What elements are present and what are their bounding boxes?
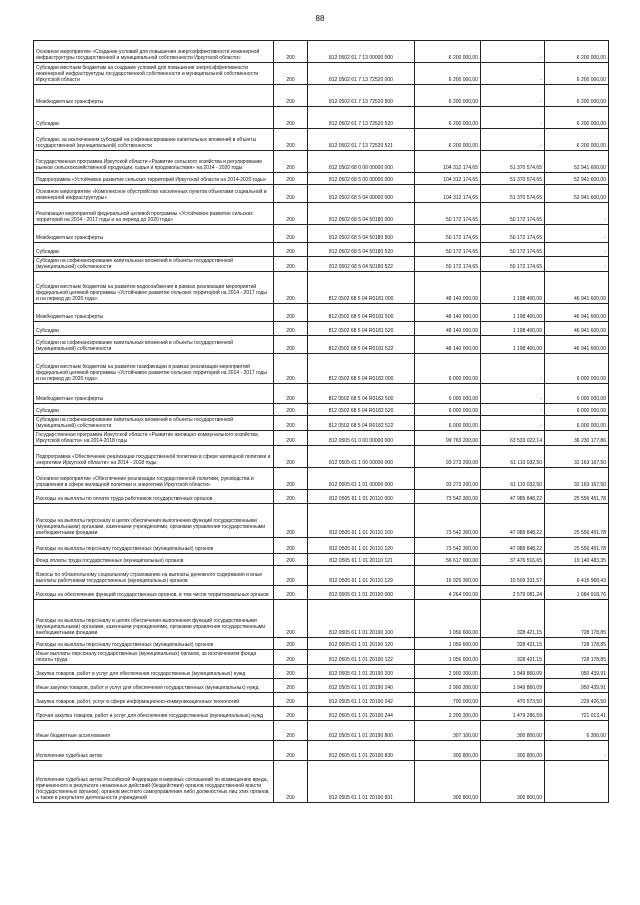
row-classification-code: 812 0505 61 1 01 20190 120	[308, 638, 415, 650]
row-classification-code: 812 0505 61 1 01 20110 000	[308, 490, 415, 504]
row-remaining-amount: 25 556 451,78	[545, 538, 609, 554]
row-remaining-amount: 52 941 600,00	[545, 173, 609, 185]
table-row	[34, 721, 609, 741]
row-code-2: 200	[274, 173, 308, 185]
row-remaining-amount: 728 178,85	[545, 638, 609, 650]
table-row	[34, 384, 609, 404]
row-name: Субсидии на софинансирование капитальных вложений в объекты государственной (муниципальной) собственности	[34, 416, 274, 431]
row-name: Субсидии на софинансирование капитальных вложений в объекты государственной (муниципальной) собственности	[34, 257, 274, 272]
row-remaining-amount: 25 556 451,78	[545, 504, 609, 538]
row-classification-code: 812 0505 61 0 00 00000 000	[308, 431, 415, 446]
row-approved-amount: 6 000 000,00	[415, 354, 481, 384]
row-classification-code: 812 0502 61 7 13 72520 000	[308, 63, 415, 85]
row-executed-amount: 10 509 331,57	[481, 566, 545, 586]
row-remaining-amount: 46 941 600,00	[545, 272, 609, 304]
row-approved-amount: 73 542 300,00	[415, 504, 481, 538]
row-executed-amount: -	[481, 85, 545, 107]
row-approved-amount: 700 000,00	[415, 693, 481, 707]
table-row	[34, 490, 609, 504]
row-approved-amount: 48 140 000,00	[415, 322, 481, 336]
row-name: Субсидии, за исключением субсидий на софинансирование капитальных вложений в объекты государственной (муниципальной) собственности	[34, 129, 274, 151]
row-remaining-amount: 36 230 177,86	[545, 431, 609, 446]
table-row	[34, 404, 609, 416]
row-remaining-amount: 728 178,85	[545, 600, 609, 638]
row-approved-amount: 73 542 300,00	[415, 490, 481, 504]
row-classification-code: 812 0502 68 5 04 50180 500	[308, 225, 415, 243]
row-approved-amount: 16 925 300,00	[415, 566, 481, 586]
row-executed-amount: 328 421,15	[481, 638, 545, 650]
row-approved-amount: 50 172 174,65	[415, 225, 481, 243]
row-executed-amount: 2 579 081,24	[481, 586, 545, 600]
row-remaining-amount: -	[545, 203, 609, 225]
row-name: Межбюджетные трансферты	[34, 384, 274, 404]
row-code-2: 200	[274, 384, 308, 404]
row-code-2: 200	[274, 446, 308, 468]
row-executed-amount: 328 421,15	[481, 650, 545, 665]
row-classification-code: 812 0505 61 1 01 20110 129	[308, 566, 415, 586]
row-remaining-amount: -	[545, 257, 609, 272]
row-classification-code: 812 0505 61 1 01 20190 800	[308, 721, 415, 741]
row-code-2: 200	[274, 85, 308, 107]
row-executed-amount: 51 370 574,65	[481, 173, 545, 185]
table-row	[34, 538, 609, 554]
row-name: Субсидии	[34, 243, 274, 257]
row-classification-code: 812 0502 68 5 04 R0182 000	[308, 354, 415, 384]
row-remaining-amount: 1 684 918,76	[545, 586, 609, 600]
row-approved-amount: 56 617 000,00	[415, 554, 481, 566]
row-approved-amount: 50 172 174,65	[415, 257, 481, 272]
table-row	[34, 566, 609, 586]
row-executed-amount: 328 421,15	[481, 600, 545, 638]
row-name: Фонд оплаты труда государственных (муниципальных) органов	[34, 554, 274, 566]
row-remaining-amount: 52 941 600,00	[545, 185, 609, 203]
row-code-2: 200	[274, 679, 308, 693]
row-executed-amount: 1 198 400,00	[481, 304, 545, 322]
row-name: Межбюджетные трансферты	[34, 304, 274, 322]
row-executed-amount: 1 949 860,09	[481, 679, 545, 693]
row-remaining-amount: 6 200 000,00	[545, 85, 609, 107]
row-classification-code: 812 0505 61 1 00 00000 000	[308, 446, 415, 468]
row-remaining-amount	[545, 761, 609, 803]
row-executed-amount: -	[481, 384, 545, 404]
row-approved-amount: 104 312 174,65	[415, 185, 481, 203]
row-approved-amount: 73 542 300,00	[415, 538, 481, 554]
row-executed-amount: 47 985 848,22	[481, 538, 545, 554]
row-executed-amount: 300 800,00	[481, 721, 545, 741]
row-name: Основное мероприятие «Обеспечение реализации государственной политики, руководства и управления в сфере жилищной политики и энергетики Иркутской области»	[34, 468, 274, 490]
table-row	[34, 446, 609, 468]
row-remaining-amount: 721 013,41	[545, 707, 609, 721]
row-name: Государственная программа Иркутской области «Развитие сельского хозяйства и регулирование рынков сельскохозяйственной продукции, сырья и продовольствия» на 2014 - 2020 годы	[34, 151, 274, 173]
table-row	[34, 761, 609, 803]
row-remaining-amount: -	[545, 741, 609, 761]
row-classification-code: 812 0505 61 1 01 20110 100	[308, 504, 415, 538]
row-approved-amount: 2 900 300,00	[415, 679, 481, 693]
row-code-2: 200	[274, 741, 308, 761]
row-remaining-amount: 950 439,91	[545, 679, 609, 693]
row-name: Иные выплаты персоналу государственных (муниципальных) органов, за исключением фонда оплаты труда	[34, 650, 274, 665]
row-code-2: 200	[274, 665, 308, 679]
row-name: Субсидии	[34, 322, 274, 336]
row-executed-amount: -	[481, 416, 545, 431]
row-classification-code: 812 0505 61 1 01 20110 121	[308, 554, 415, 566]
row-code-2: 200	[274, 504, 308, 538]
row-executed-amount: -	[481, 354, 545, 384]
row-executed-amount: 1 479 286,59	[481, 707, 545, 721]
row-classification-code: 812 0505 61 1 01 20190 200	[308, 665, 415, 679]
row-remaining-amount: 6 300,00	[545, 721, 609, 741]
row-executed-amount: -	[481, 63, 545, 85]
row-classification-code: 812 0502 61 7 13 72520 500	[308, 85, 415, 107]
table-row	[34, 650, 609, 665]
row-code-2: 200	[274, 185, 308, 203]
row-name: Субсидии на софинансирование капитальных вложений в объекты государственной (муниципальной) собственности	[34, 336, 274, 354]
row-name: Расходы на обеспечение функций государственных органов, в том числе территориальных органов	[34, 586, 274, 600]
row-classification-code: 812 0505 61 1 01 20190 244	[308, 707, 415, 721]
table-row	[34, 707, 609, 721]
row-approved-amount: 300 800,00	[415, 741, 481, 761]
row-code-2: 200	[274, 600, 308, 638]
row-classification-code: 812 0502 68 5 04 R0181 522	[308, 336, 415, 354]
row-executed-amount: 47 985 848,22	[481, 504, 545, 538]
row-code-2: 200	[274, 225, 308, 243]
row-name: Субсидии	[34, 404, 274, 416]
row-name: Расходы на выплаты персоналу государственных (муниципальных) органов	[34, 638, 274, 650]
row-executed-amount: 1 198 400,00	[481, 322, 545, 336]
row-classification-code: 812 0502 68 5 04 00000 000	[308, 185, 415, 203]
row-code-2: 200	[274, 490, 308, 504]
row-code-2: 200	[274, 566, 308, 586]
row-approved-amount: 104 312 174,65	[415, 151, 481, 173]
table-row	[34, 336, 609, 354]
row-approved-amount: 48 140 000,00	[415, 272, 481, 304]
row-remaining-amount: 6 200 000,00	[545, 107, 609, 129]
row-remaining-amount: 32 163 167,50	[545, 446, 609, 468]
row-approved-amount: 48 140 000,00	[415, 336, 481, 354]
row-executed-amount: 1 949 860,09	[481, 665, 545, 679]
row-executed-amount: 50 172 174,65	[481, 257, 545, 272]
row-approved-amount: 93 273 200,00	[415, 446, 481, 468]
row-classification-code: 812 0502 61 7 13 72520 520	[308, 107, 415, 129]
row-approved-amount: 6 000 000,00	[415, 416, 481, 431]
row-executed-amount: -	[481, 107, 545, 129]
row-classification-code: 812 0505 61 1 01 00000 000	[308, 468, 415, 490]
row-remaining-amount: 950 439,91	[545, 665, 609, 679]
row-name: Государственная программа Иркутской области «Развитие жилищно-коммунального хозяйства Иркутской области» на 2014-2018 годы	[34, 431, 274, 446]
row-code-2: 200	[274, 203, 308, 225]
row-name: Субсидии местным бюджетам на развитие газификации в рамках реализации мероприятий федеральной целевой программы «Устойчивое развитие сельских территорий на 2014 - 2017 годы и на период до 2020 года»	[34, 354, 274, 384]
table-row	[34, 107, 609, 129]
row-name: Расходы на выплаты персоналу в целях обеспечения выполнения функций государственными (муниципальными) органами, казенными учреждениями, органами управления государственными внебюджетными фондами	[34, 600, 274, 638]
table-row	[34, 85, 609, 107]
row-approved-amount: 6 200 000,00	[415, 41, 481, 63]
row-classification-code: 812 0502 68 5 04 50180 000	[308, 203, 415, 225]
row-approved-amount: 2 900 300,00	[415, 665, 481, 679]
row-approved-amount: 1 056 600,00	[415, 600, 481, 638]
table-row	[34, 679, 609, 693]
table-row	[34, 554, 609, 566]
row-code-2: 200	[274, 107, 308, 129]
row-executed-amount: 51 370 574,65	[481, 185, 545, 203]
row-approved-amount: 6 200 000,00	[415, 63, 481, 85]
row-code-2: 200	[274, 257, 308, 272]
row-classification-code: 812 0505 61 1 01 20190 830	[308, 741, 415, 761]
table-row	[34, 638, 609, 650]
row-code-2: 200	[274, 554, 308, 566]
row-executed-amount: 1 198 400,00	[481, 272, 545, 304]
row-executed-amount: 300 800,00	[481, 741, 545, 761]
table-body	[34, 41, 609, 803]
table-row	[34, 257, 609, 272]
table-row	[34, 416, 609, 431]
row-name: Иные закупки товаров, работ и услуг для обеспечения государственных (муниципальных) нужд	[34, 679, 274, 693]
table-row	[34, 243, 609, 257]
row-name: Исполнение судебных актов	[34, 741, 274, 761]
table-row	[34, 354, 609, 384]
row-approved-amount: 300 800,00	[415, 761, 481, 803]
row-code-2: 200	[274, 416, 308, 431]
row-classification-code: 812 0505 61 1 01 20190 831	[308, 761, 415, 803]
row-remaining-amount: 19 140 483,35	[545, 554, 609, 566]
row-name: Основное мероприятие «Создание условий для повышения энергоэффективности инженерной инфраструктуры государственной и муниципальной собственности Иркутской области»	[34, 41, 274, 63]
row-code-2: 200	[274, 431, 308, 446]
row-classification-code: 812 0505 61 1 01 20190 100	[308, 600, 415, 638]
row-approved-amount: 50 172 174,65	[415, 243, 481, 257]
row-executed-amount: 61 110 032,50	[481, 446, 545, 468]
row-remaining-amount: 6 000 000,00	[545, 416, 609, 431]
row-executed-amount: -	[481, 404, 545, 416]
row-remaining-amount: -	[545, 243, 609, 257]
row-code-2: 200	[274, 336, 308, 354]
row-code-2: 200	[274, 322, 308, 336]
row-executed-amount: 50 172 174,65	[481, 203, 545, 225]
row-name: Реализация мероприятий федеральной целевой программы «Устойчивое развитие сельских территорий на 2014 - 2017 годы и на период до 2020 года»	[34, 203, 274, 225]
row-name: Расходы на выплаты по оплате труда работников государственных органов	[34, 490, 274, 504]
row-name: Подпрограмма «Обеспечение реализации государственной политики в сфере жилищной политики и энергетики Иркутской области» на 2014 - 2018 годы	[34, 446, 274, 468]
row-remaining-amount: 6 000 000,00	[545, 384, 609, 404]
row-approved-amount: 93 273 200,00	[415, 468, 481, 490]
row-remaining-amount: 25 556 451,78	[545, 490, 609, 504]
row-remaining-amount: 229 426,50	[545, 693, 609, 707]
row-code-2: 200	[274, 468, 308, 490]
table-row	[34, 741, 609, 761]
row-approved-amount: 104 312 174,65	[415, 173, 481, 185]
row-code-2: 200	[274, 650, 308, 665]
row-executed-amount: 50 172 174,65	[481, 243, 545, 257]
row-code-2: 200	[274, 538, 308, 554]
row-code-2: 200	[274, 41, 308, 63]
row-executed-amount: -	[481, 41, 545, 63]
row-classification-code: 812 0502 68 5 04 R0181 500	[308, 304, 415, 322]
row-classification-code: 812 0502 68 5 04 50180 520	[308, 243, 415, 257]
row-approved-amount: 48 140 000,00	[415, 304, 481, 322]
row-classification-code: 812 0502 68 5 04 R0181 520	[308, 322, 415, 336]
row-remaining-amount: 6 200 000,00	[545, 63, 609, 85]
row-approved-amount: 307 100,00	[415, 721, 481, 741]
row-remaining-amount: 46 941 600,00	[545, 336, 609, 354]
table-row	[34, 41, 609, 63]
table-row	[34, 431, 609, 446]
table-row	[34, 468, 609, 490]
row-code-2: 200	[274, 354, 308, 384]
row-name: Межбюджетные трансферты	[34, 225, 274, 243]
row-code-2: 200	[274, 638, 308, 650]
row-name: Субсидии местным бюджетам на развитие водоснабжения в рамках реализации мероприятий федеральной целевой программы «Устойчивое развитие сельских территорий на 2014 - 2017 годы и на период до 2020 года»	[34, 272, 274, 304]
row-classification-code: 812 0502 68 5 04 R0182 522	[308, 416, 415, 431]
row-remaining-amount: 728 178,85	[545, 650, 609, 665]
table-row	[34, 600, 609, 638]
row-remaining-amount: 46 941 600,00	[545, 322, 609, 336]
row-approved-amount: 6 200 000,00	[415, 85, 481, 107]
table-row	[34, 272, 609, 304]
row-classification-code: 812 0502 68 0 00 00000 000	[308, 151, 415, 173]
row-remaining-amount: 6 000 000,00	[545, 404, 609, 416]
row-name: Межбюджетные трансферты	[34, 85, 274, 107]
row-code-2: 200	[274, 63, 308, 85]
row-executed-amount: 51 370 574,65	[481, 151, 545, 173]
budget-execution-table	[33, 40, 609, 803]
row-name: Закупка товаров, работ и услуг для обеспечения государственных (муниципальных) нужд	[34, 665, 274, 679]
row-code-2: 200	[274, 693, 308, 707]
row-executed-amount: 1 198 400,00	[481, 336, 545, 354]
row-executed-amount: 50 172 174,65	[481, 225, 545, 243]
row-approved-amount: 6 000 000,00	[415, 404, 481, 416]
table-row	[34, 151, 609, 173]
row-remaining-amount: 46 941 600,00	[545, 304, 609, 322]
row-code-2: 200	[274, 129, 308, 151]
row-code-2: 200	[274, 304, 308, 322]
table-row	[34, 304, 609, 322]
row-name: Закупка товаров, работ, услуг в сфере информационно-коммуникационных технологий	[34, 693, 274, 707]
row-remaining-amount: 6 415 968,43	[545, 566, 609, 586]
row-approved-amount: 99 763 200,00	[415, 431, 481, 446]
row-classification-code: 812 0502 68 5 00 00000 000	[308, 173, 415, 185]
row-approved-amount: 6 200 000,00	[415, 129, 481, 151]
row-approved-amount: 6 000 000,00	[415, 384, 481, 404]
row-classification-code: 812 0502 68 5 04 50180 522	[308, 257, 415, 272]
row-classification-code: 812 0502 68 5 04 R0182 500	[308, 384, 415, 404]
row-remaining-amount: -	[545, 225, 609, 243]
page-number: 88	[315, 14, 325, 23]
row-code-2: 200	[274, 761, 308, 803]
row-remaining-amount: 52 941 600,00	[545, 151, 609, 173]
row-code-2: 200	[274, 272, 308, 304]
row-executed-amount: 47 985 848,22	[481, 490, 545, 504]
row-classification-code: 812 0505 61 1 01 20110 120	[308, 538, 415, 554]
row-approved-amount: 6 200 000,00	[415, 107, 481, 129]
row-classification-code: 812 0505 61 1 01 20190 000	[308, 586, 415, 600]
row-name: Субсидии местным бюджетам на создание условий для повышения энергоэффективности инженерной инфраструктуры государственной собственности и муниципальной собственности Иркутской области	[34, 63, 274, 85]
row-approved-amount: 2 200 300,00	[415, 707, 481, 721]
table-row	[34, 185, 609, 203]
row-executed-amount: 37 476 516,65	[481, 554, 545, 566]
row-classification-code: 812 0505 61 1 01 20190 242	[308, 693, 415, 707]
row-remaining-amount: 6 000 000,00	[545, 354, 609, 384]
table-row	[34, 504, 609, 538]
row-code-2: 200	[274, 707, 308, 721]
table-row	[34, 322, 609, 336]
row-classification-code: 812 0502 68 5 04 R0182 520	[308, 404, 415, 416]
row-name: Прочая закупка товаров, работ и услуг для обеспечения государственных (муниципальных) нужд	[34, 707, 274, 721]
row-code-2: 200	[274, 404, 308, 416]
row-executed-amount: 63 533 022,14	[481, 431, 545, 446]
row-name: Подпрограмма «Устойчивое развитие сельских территорий Иркутской области на 2014-2020 годы»	[34, 173, 274, 185]
row-approved-amount: 50 172 174,65	[415, 203, 481, 225]
row-name: Расходы на выплаты персоналу в целях обеспечения выполнения функций государственными (муниципальными) органами, казенными учреждениями, органами управления государственными внебюджетными фондами	[34, 504, 274, 538]
row-classification-code: 812 0502 61 7 13 72520 521	[308, 129, 415, 151]
row-name: Иные бюджетные ассигнования	[34, 721, 274, 741]
row-classification-code: 812 0505 61 1 01 20190 240	[308, 679, 415, 693]
table-row	[34, 693, 609, 707]
row-executed-amount: -	[481, 129, 545, 151]
table-row	[34, 129, 609, 151]
table-row	[34, 586, 609, 600]
row-approved-amount: 1 056 600,00	[415, 650, 481, 665]
table-row	[34, 203, 609, 225]
row-code-2: 200	[274, 243, 308, 257]
row-approved-amount: 4 264 000,00	[415, 586, 481, 600]
row-executed-amount: 300 800,00	[481, 761, 545, 803]
row-name: Основное мероприятие «Комплексное обустройство населенных пунктов объектами социальной и инженерной инфраструктуры»	[34, 185, 274, 203]
row-code-2: 200	[274, 586, 308, 600]
row-name: Расходы на выплаты персоналу государственных (муниципальных) органов	[34, 538, 274, 554]
row-classification-code: 812 0502 68 5 04 R0181 000	[308, 272, 415, 304]
row-remaining-amount: 6 200 000,00	[545, 129, 609, 151]
row-name: Исполнение судебных актов Российской Федерации и мировых соглашений по возмещению вреда, причиненного в результате незаконных действий (бездействия) органов государственной власти (государственных органов), органов местного самоуправления либо должностных лиц этих органов, а также в результате деятельности учреждений	[34, 761, 274, 803]
table-row	[34, 63, 609, 85]
row-executed-amount: 61 110 032,50	[481, 468, 545, 490]
row-classification-code: 812 0505 61 1 01 20190 122	[308, 650, 415, 665]
table-row	[34, 225, 609, 243]
row-name: Взносы по обязательному социальному страхованию на выплаты денежного содержания и иные выплаты работникам государственных (муниципальных) органов	[34, 566, 274, 586]
row-name: Субсидии	[34, 107, 274, 129]
row-code-2: 200	[274, 151, 308, 173]
row-code-2: 200	[274, 721, 308, 741]
row-classification-code: 812 0502 61 7 13 00000 000	[308, 41, 415, 63]
table-row	[34, 665, 609, 679]
row-approved-amount: 1 056 600,00	[415, 638, 481, 650]
row-remaining-amount: 32 163 167,50	[545, 468, 609, 490]
row-remaining-amount: 6 200 000,00	[545, 41, 609, 63]
table-row	[34, 173, 609, 185]
row-executed-amount: 470 573,50	[481, 693, 545, 707]
